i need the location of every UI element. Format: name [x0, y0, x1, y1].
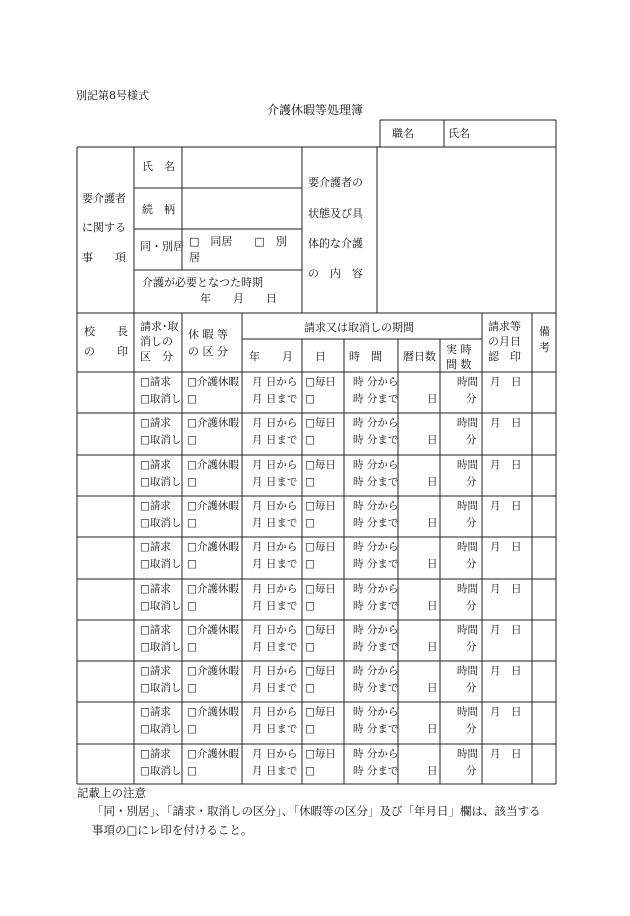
- row-9-date1: 月 日から: [252, 706, 298, 719]
- row-2-leave2: □: [187, 434, 197, 447]
- row-4-hours1: 時間: [457, 499, 478, 512]
- row-3-days: 日: [427, 475, 438, 488]
- actual-hours-line1: 実 時: [446, 343, 472, 356]
- row-1-reqdate: 月 日: [490, 376, 522, 388]
- row-6-mode1: □毎日: [305, 582, 336, 595]
- row-4-days: 日: [427, 516, 438, 529]
- name-label: 氏名: [448, 127, 470, 140]
- row-2-hours1: 時間: [457, 417, 478, 430]
- row-6-days: 日: [427, 599, 438, 612]
- row-5-date1: 月 日から: [252, 541, 298, 554]
- row-3-req1: □請求: [140, 458, 171, 471]
- row-1-date1: 月 日から: [252, 376, 298, 388]
- row-5-mode1: □毎日: [305, 541, 336, 554]
- row-5-leave2: □: [187, 558, 197, 571]
- row-5-time1: 時 分から: [353, 541, 399, 554]
- row-1-req2: □取消し: [140, 393, 182, 405]
- row-3-time2: 時 分まで: [353, 475, 399, 488]
- row-7-mode1: □毎日: [305, 623, 336, 636]
- row-10-mode2: □: [305, 764, 315, 777]
- row-10-mode1: □毎日: [305, 747, 336, 760]
- row-2-time1: 時 分から: [353, 417, 399, 430]
- row-4-mode1: □毎日: [305, 499, 336, 512]
- actual-hours-line2: 間 数: [446, 358, 472, 371]
- cohab-options-line2: 居: [189, 251, 200, 264]
- row-3-hours1: 時間: [457, 458, 478, 471]
- row-10-req2: □取消し: [140, 764, 182, 777]
- row-2-req1: □請求: [140, 417, 171, 430]
- row-4-req2: □取消し: [140, 516, 182, 529]
- row-6-date1: 月 日から: [252, 582, 298, 595]
- row-3-mode2: □: [305, 475, 315, 488]
- row-5-hours1: 時間: [457, 541, 478, 554]
- row-7-time2: 時 分まで: [353, 640, 399, 653]
- row-8-mode2: □: [305, 682, 315, 695]
- row-9-time1: 時 分から: [353, 706, 399, 719]
- row-2-days: 日: [427, 434, 438, 447]
- req-date-line3: 認 印: [488, 350, 521, 363]
- row-5-date2: 月 日まで: [252, 558, 298, 571]
- post-label: 職名: [392, 127, 414, 140]
- ymd-header: 年 月 日: [249, 350, 326, 363]
- row-4-reqdate: 月 日: [490, 499, 522, 512]
- row-1-hours2: 分: [466, 393, 477, 405]
- row-4-time2: 時 分まで: [353, 516, 399, 529]
- row-6-reqdate: 月 日: [490, 582, 522, 595]
- req-type-line2: 消しの: [140, 335, 173, 348]
- form-id: 別記第8号様式: [76, 89, 149, 102]
- req-date-line1: 請求等: [488, 320, 521, 333]
- row-8-time1: 時 分から: [353, 665, 399, 678]
- row-6-date2: 月 日まで: [252, 599, 298, 612]
- relation-label: 続 柄: [142, 203, 175, 216]
- row-2-mode2: □: [305, 434, 315, 447]
- row-3-hours2: 分: [466, 475, 477, 488]
- row-2-date2: 月 日まで: [252, 434, 298, 447]
- notes-line2: 事項の□にレ印を付けること。: [92, 823, 253, 837]
- row-1-mode1: □毎日: [305, 376, 336, 388]
- row-1-time1: 時 分から: [353, 376, 399, 388]
- req-type-line1: 請求･取: [140, 320, 179, 333]
- row-8-days: 日: [427, 682, 438, 695]
- row-7-req1: □請求: [140, 623, 171, 636]
- row-5-reqdate: 月 日: [490, 541, 522, 554]
- row-2-req2: □取消し: [140, 434, 182, 447]
- remarks-line1: 備: [539, 325, 550, 338]
- row-1-req1: □請求: [140, 376, 171, 388]
- row-9-leave2: □: [187, 723, 197, 736]
- row-3-mode1: □毎日: [305, 458, 336, 471]
- row-7-req2: □取消し: [140, 640, 182, 653]
- leave-type-line2: の 区 分: [188, 345, 228, 358]
- row-3-date2: 月 日まで: [252, 475, 298, 488]
- req-date-line2: の月日: [488, 335, 521, 348]
- row-9-mode2: □: [305, 723, 315, 736]
- section-label-line2: に関する: [82, 221, 126, 234]
- row-7-hours2: 分: [466, 640, 477, 653]
- row-3-time1: 時 分から: [353, 458, 399, 471]
- row-4-leave1: □介護休暇: [187, 499, 239, 512]
- row-10-time2: 時 分まで: [353, 764, 399, 777]
- row-5-time2: 時 分まで: [353, 558, 399, 571]
- row-9-mode1: □毎日: [305, 706, 336, 719]
- row-10-leave1: □介護休暇: [187, 747, 239, 760]
- care-start-date: 年 月 日: [200, 292, 277, 305]
- row-6-leave2: □: [187, 599, 197, 612]
- row-7-days: 日: [427, 640, 438, 653]
- row-7-time1: 時 分から: [353, 623, 399, 636]
- row-8-mode1: □毎日: [305, 665, 336, 678]
- row-1-days: 日: [427, 393, 438, 405]
- row-4-date2: 月 日まで: [252, 516, 298, 529]
- row-6-hours2: 分: [466, 599, 477, 612]
- row-6-req2: □取消し: [140, 599, 182, 612]
- row-9-req2: □取消し: [140, 723, 182, 736]
- time-header: 時 間: [349, 350, 382, 363]
- row-6-hours1: 時間: [457, 582, 478, 595]
- row-7-leave1: □介護休暇: [187, 623, 239, 636]
- condition-label-line4: の 内 容: [308, 267, 363, 280]
- notes-title: 記載上の注意: [77, 786, 146, 800]
- row-1-leave2: □: [187, 393, 197, 405]
- row-5-req2: □取消し: [140, 558, 182, 571]
- row-10-hours1: 時間: [457, 747, 478, 760]
- row-10-reqdate: 月 日: [490, 747, 522, 760]
- row-8-leave2: □: [187, 682, 197, 695]
- row-4-date1: 月 日から: [252, 499, 298, 512]
- row-8-time2: 時 分まで: [353, 682, 399, 695]
- row-1-date2: 月 日まで: [252, 393, 298, 405]
- row-8-leave1: □介護休暇: [187, 665, 239, 678]
- row-7-hours1: 時間: [457, 623, 478, 636]
- req-type-line3: 区 分: [140, 350, 173, 363]
- row-10-hours2: 分: [466, 764, 477, 777]
- row-9-hours2: 分: [466, 723, 477, 736]
- row-2-reqdate: 月 日: [490, 417, 522, 430]
- condition-label-line2: 状態及び具: [308, 207, 363, 220]
- row-5-leave1: □介護休暇: [187, 541, 239, 554]
- care-name-label: 氏 名: [142, 160, 175, 173]
- period-header: 請求又は取消しの期間: [304, 321, 414, 334]
- row-5-mode2: □: [305, 558, 315, 571]
- row-8-date2: 月 日まで: [252, 682, 298, 695]
- row-1-mode2: □: [305, 393, 315, 405]
- row-7-date2: 月 日まで: [252, 640, 298, 653]
- row-3-req2: □取消し: [140, 475, 182, 488]
- row-9-leave1: □介護休暇: [187, 706, 239, 719]
- row-10-date2: 月 日まで: [252, 764, 298, 777]
- row-7-mode2: □: [305, 640, 315, 653]
- row-3-reqdate: 月 日: [490, 458, 522, 471]
- row-6-time1: 時 分から: [353, 582, 399, 595]
- row-1-leave1: □介護休暇: [187, 376, 239, 388]
- notes-line1: 「同・別居」、「請求・取消しの区分」、「休暇等の区分」及び「年月日」欄は、該当する: [92, 804, 541, 818]
- row-9-hours1: 時間: [457, 706, 478, 719]
- row-4-leave2: □: [187, 516, 197, 529]
- row-5-days: 日: [427, 558, 438, 571]
- row-8-req2: □取消し: [140, 682, 182, 695]
- section-label-line1: 要介護者: [82, 192, 126, 205]
- row-6-mode2: □: [305, 599, 315, 612]
- row-3-leave2: □: [187, 475, 197, 488]
- row-9-days: 日: [427, 723, 438, 736]
- row-1-time2: 時 分まで: [353, 393, 399, 405]
- row-10-date1: 月 日から: [252, 747, 298, 760]
- cal-days-header: 暦日数: [403, 350, 436, 363]
- section-label-line3: 事 項: [82, 251, 126, 264]
- condition-label-line3: 体的な介護: [308, 237, 363, 250]
- row-7-reqdate: 月 日: [490, 623, 522, 636]
- row-8-req1: □請求: [140, 665, 171, 678]
- row-3-date1: 月 日から: [252, 458, 298, 471]
- row-6-leave1: □介護休暇: [187, 582, 239, 595]
- row-8-date1: 月 日から: [252, 665, 298, 678]
- row-8-hours2: 分: [466, 682, 477, 695]
- row-6-time2: 時 分まで: [353, 599, 399, 612]
- row-2-mode1: □毎日: [305, 417, 336, 430]
- form-title: 介護休暇等処理簿: [267, 103, 364, 117]
- condition-label-line1: 要介護者の: [308, 176, 363, 189]
- row-9-time2: 時 分まで: [353, 723, 399, 736]
- row-4-time1: 時 分から: [353, 499, 399, 512]
- row-10-days: 日: [427, 764, 438, 777]
- row-10-req1: □請求: [140, 747, 171, 760]
- principal-seal-line1: 校 長: [84, 325, 128, 338]
- row-7-date1: 月 日から: [252, 623, 298, 636]
- row-5-hours2: 分: [466, 558, 477, 571]
- row-8-hours1: 時間: [457, 665, 478, 678]
- row-4-hours2: 分: [466, 516, 477, 529]
- row-7-leave2: □: [187, 640, 197, 653]
- row-2-hours2: 分: [466, 434, 477, 447]
- row-6-req1: □請求: [140, 582, 171, 595]
- row-4-req1: □請求: [140, 499, 171, 512]
- row-3-leave1: □介護休暇: [187, 458, 239, 471]
- care-start-label: 介護が必要となつた時期: [142, 276, 263, 289]
- cohab-options-line1: □ 同居 □ 別: [189, 235, 287, 248]
- row-2-date1: 月 日から: [252, 417, 298, 430]
- row-10-leave2: □: [187, 764, 197, 777]
- cohab-label: 同・別居: [140, 240, 184, 253]
- row-9-req1: □請求: [140, 706, 171, 719]
- row-9-date2: 月 日まで: [252, 723, 298, 736]
- row-9-reqdate: 月 日: [490, 706, 522, 719]
- row-1-hours1: 時間: [457, 376, 478, 388]
- principal-seal-line2: の 印: [84, 345, 128, 358]
- leave-type-line1: 休 暇 等: [188, 328, 228, 341]
- row-4-mode2: □: [305, 516, 315, 529]
- row-10-time1: 時 分から: [353, 747, 399, 760]
- remarks-line2: 考: [539, 341, 550, 354]
- row-2-time2: 時 分まで: [353, 434, 399, 447]
- row-2-leave1: □介護休暇: [187, 417, 239, 430]
- row-5-req1: □請求: [140, 541, 171, 554]
- row-8-reqdate: 月 日: [490, 665, 522, 678]
